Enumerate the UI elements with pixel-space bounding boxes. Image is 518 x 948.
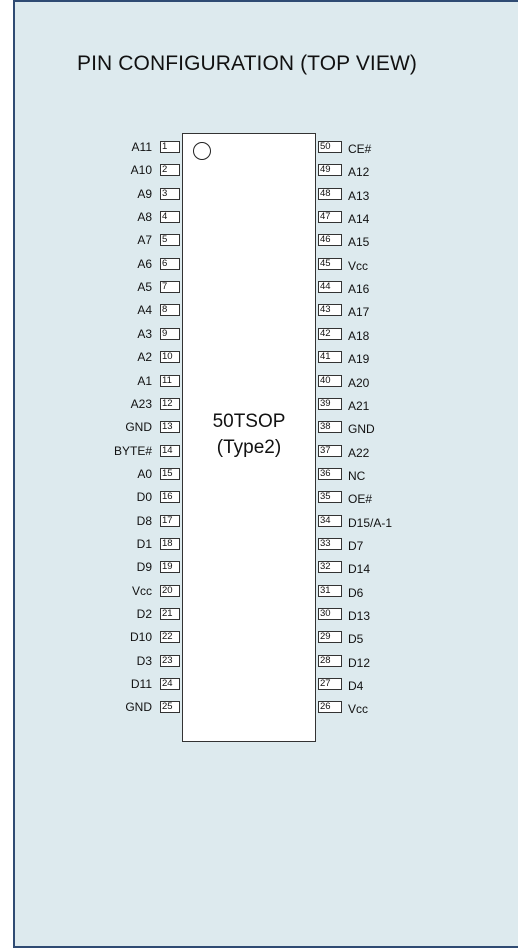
left-pin-number: 24 <box>160 678 180 690</box>
left-pin-number: 5 <box>160 234 180 246</box>
right-pin-label: Vcc <box>348 702 369 717</box>
right-pin-label: A17 <box>348 305 370 320</box>
left-pin-number: 14 <box>160 445 180 457</box>
right-pin-number: 49 <box>318 164 342 176</box>
left-pin-number: 11 <box>160 375 180 387</box>
left-pin-number: 25 <box>160 701 180 713</box>
right-pin-label: A15 <box>348 235 370 250</box>
left-pin-label: D11 <box>130 677 152 692</box>
left-pin-number: 12 <box>160 398 180 410</box>
right-pin-label: A19 <box>348 352 370 367</box>
right-pin-number: 26 <box>318 701 342 713</box>
left-pin-label: A4 <box>137 303 152 318</box>
left-pin-number: 6 <box>160 258 180 270</box>
right-pin-label: A22 <box>348 445 370 460</box>
right-pin-number: 47 <box>318 211 342 223</box>
right-pin-label: A16 <box>348 282 370 297</box>
left-pin-label: A2 <box>137 350 152 365</box>
right-pin-label: D4 <box>348 679 364 694</box>
right-pin-label: OE# <box>348 492 373 507</box>
left-pin-label: BYTE# <box>113 443 152 458</box>
package-name: 50TSOP <box>212 411 286 432</box>
left-pin-label: A8 <box>137 210 152 225</box>
left-pin-label: A7 <box>137 233 152 248</box>
left-pin-label: Vcc <box>131 583 152 598</box>
left-pin-number: 20 <box>160 585 180 597</box>
left-pin-number: 2 <box>160 164 180 176</box>
left-pin-number: 22 <box>160 631 180 643</box>
right-pin-number: 32 <box>318 561 342 573</box>
left-pin-number: 16 <box>160 491 180 503</box>
left-pin-label: GND <box>125 420 152 435</box>
left-pin-label: D10 <box>129 630 152 645</box>
right-pin-number: 42 <box>318 328 342 340</box>
right-pin-label: A13 <box>348 188 370 203</box>
right-pin-label: A14 <box>348 212 370 227</box>
right-pin-label: D15/A-1 <box>348 515 393 530</box>
right-pin-number: 41 <box>318 351 342 363</box>
left-pin-label: A5 <box>137 280 152 295</box>
right-pin-label: A20 <box>348 375 370 390</box>
right-pin-label: D5 <box>348 632 364 647</box>
left-pin-number: 19 <box>160 561 180 573</box>
left-pin-number: 9 <box>160 328 180 340</box>
left-pin-label: D0 <box>136 490 152 505</box>
left-pin-number: 17 <box>160 515 180 527</box>
right-pin-number: 30 <box>318 608 342 620</box>
left-pin-label: D3 <box>136 653 152 668</box>
right-pin-label: A21 <box>348 398 370 413</box>
left-pin-label: A10 <box>130 163 152 178</box>
right-pin-number: 34 <box>318 515 342 527</box>
left-pin-label: D9 <box>136 560 152 575</box>
right-pin-number: 31 <box>318 585 342 597</box>
right-pin-label: D7 <box>348 538 364 553</box>
right-pin-number: 37 <box>318 445 342 457</box>
pin1-indicator-icon <box>193 142 211 160</box>
right-pin-number: 27 <box>318 678 342 690</box>
right-pin-number: 28 <box>318 655 342 667</box>
left-pin-number: 13 <box>160 421 180 433</box>
right-pin-label: Vcc <box>348 258 369 273</box>
left-pin-number: 7 <box>160 281 180 293</box>
left-pin-label: D2 <box>136 607 152 621</box>
left-pin-number: 23 <box>160 655 180 667</box>
left-pin-number: 10 <box>160 351 180 363</box>
left-pin-number: 4 <box>160 211 180 223</box>
right-pin-number: 43 <box>318 304 342 316</box>
left-pin-label: D8 <box>136 513 152 528</box>
right-pin-number: 44 <box>318 281 342 293</box>
left-pin-label: A11 <box>131 140 152 154</box>
right-pin-number: 50 <box>318 141 342 153</box>
diagram-title: PIN CONFIGURATION (TOP VIEW) <box>77 52 417 75</box>
right-pin-number: 46 <box>318 234 342 246</box>
left-pin-label: A9 <box>137 186 152 201</box>
right-pin-label: NC <box>348 468 366 483</box>
left-pin-label: A1 <box>137 373 152 388</box>
right-pin-number: 38 <box>318 421 342 433</box>
right-pin-number: 39 <box>318 398 342 410</box>
left-pin-number: 8 <box>160 304 180 316</box>
right-pin-number: 29 <box>318 631 342 643</box>
left-pin-label: A0 <box>137 466 152 481</box>
left-pin-label: A23 <box>130 396 152 411</box>
left-pin-label: D1 <box>136 536 152 551</box>
package-type: (Type2) <box>216 437 282 458</box>
right-pin-label: GND <box>348 422 375 437</box>
left-pin-label: A6 <box>137 256 152 271</box>
right-pin-label: D12 <box>348 655 371 670</box>
right-pin-number: 40 <box>318 375 342 387</box>
left-pin-label: A3 <box>137 326 152 341</box>
right-pin-label: A18 <box>348 328 370 343</box>
right-pin-label: D14 <box>348 562 371 577</box>
right-pin-number: 35 <box>318 491 342 503</box>
left-pin-number: 1 <box>160 141 180 153</box>
left-pin-number: 3 <box>160 188 180 200</box>
left-pin-number: 18 <box>160 538 180 550</box>
right-pin-label: A12 <box>348 165 370 180</box>
right-pin-number: 48 <box>318 188 342 200</box>
right-pin-label: D6 <box>348 585 364 600</box>
right-pin-label: CE# <box>348 142 372 156</box>
right-pin-number: 33 <box>318 538 342 550</box>
right-pin-label: D13 <box>348 609 371 623</box>
right-pin-number: 36 <box>318 468 342 480</box>
left-pin-number: 15 <box>160 468 180 480</box>
left-pin-number: 21 <box>160 608 180 620</box>
right-pin-number: 45 <box>318 258 342 270</box>
left-pin-label: GND <box>125 700 152 715</box>
